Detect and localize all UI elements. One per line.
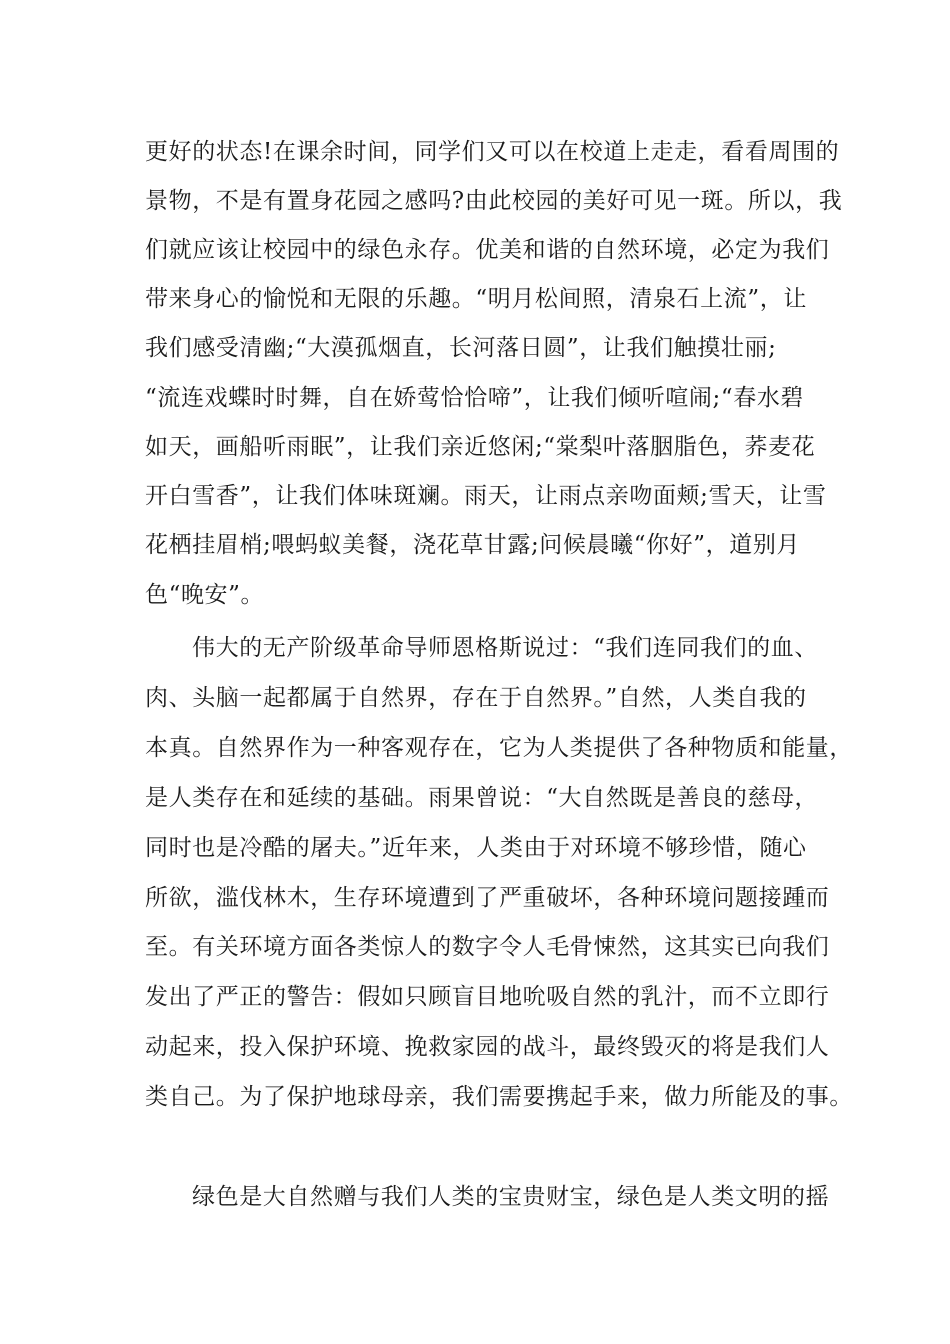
text-line: 同时也是冷酷的屠夫。”近年来，人类由于对环境不够珍惜，随心 bbox=[145, 835, 807, 861]
text-line: “流连戏蝶时时舞，自在娇莺恰恰啼”，让我们倾听喧闹;“春水碧 bbox=[145, 385, 805, 411]
text-line: 我们感受清幽;“大漠孤烟直，长河落日圆”，让我们触摸壮丽; bbox=[145, 335, 777, 361]
text-line: 花栖挂眉梢;喂蚂蚁美餐，浇花草甘露;问候晨曦“你好”，道别月 bbox=[145, 532, 801, 558]
text-line: 伟大的无产阶级革命导师恩格斯说过：“我们连同我们的血、 bbox=[192, 635, 818, 661]
text-line: 至。有关环境方面各类惊人的数字令人毛骨悚然，这其实已向我们 bbox=[145, 934, 830, 960]
text-line: 类自己。为了保护地球母亲，我们需要携起手来，做力所能及的事。 bbox=[145, 1084, 853, 1110]
text-line: 本真。自然界作为一种客观存在，它为人类提供了各种物质和能量， bbox=[145, 735, 853, 761]
text-line: 色“晚安”。 bbox=[145, 582, 265, 608]
text-line: 如天，画船听雨眠”，让我们亲近悠闲;“棠梨叶落胭脂色，荞麦花 bbox=[145, 434, 816, 460]
text-line: 是人类存在和延续的基础。雨果曾说：“大自然既是善良的慈母， bbox=[145, 785, 819, 811]
text-line: 发出了严正的警告：假如只顾盲目地吮吸自然的乳汁，而不立即行 bbox=[145, 984, 830, 1010]
text-line: 开白雪香”，让我们体味斑斓。雨天，让雨点亲吻面颊;雪天，让雪 bbox=[145, 483, 827, 509]
text-line: 所欲，滥伐林木，生存环境遭到了严重破坏，各种环境问题接踵而 bbox=[145, 885, 830, 911]
text-line: 更好的状态!在课余时间，同学们又可以在校道上走走，看看周围的 bbox=[145, 139, 840, 165]
text-line: 动起来，投入保护环境、挽救家园的战斗，最终毁灭的将是我们人 bbox=[145, 1034, 830, 1060]
text-line: 带来身心的愉悦和无限的乐趣。“明月松间照，清泉石上流”，让 bbox=[145, 286, 807, 312]
text-line: 绿色是大自然赠与我们人类的宝贵财宝，绿色是人类文明的摇 bbox=[192, 1184, 830, 1210]
text-line: 肉、头脑一起都属于自然界，存在于自然界。”自然，人类自我的 bbox=[145, 685, 807, 711]
text-line: 们就应该让校园中的绿色永存。优美和谐的自然环境，必定为我们 bbox=[145, 237, 830, 263]
text-line: 景物，不是有置身花园之感吗?由此校园的美好可见一斑。所以，我 bbox=[145, 188, 843, 214]
